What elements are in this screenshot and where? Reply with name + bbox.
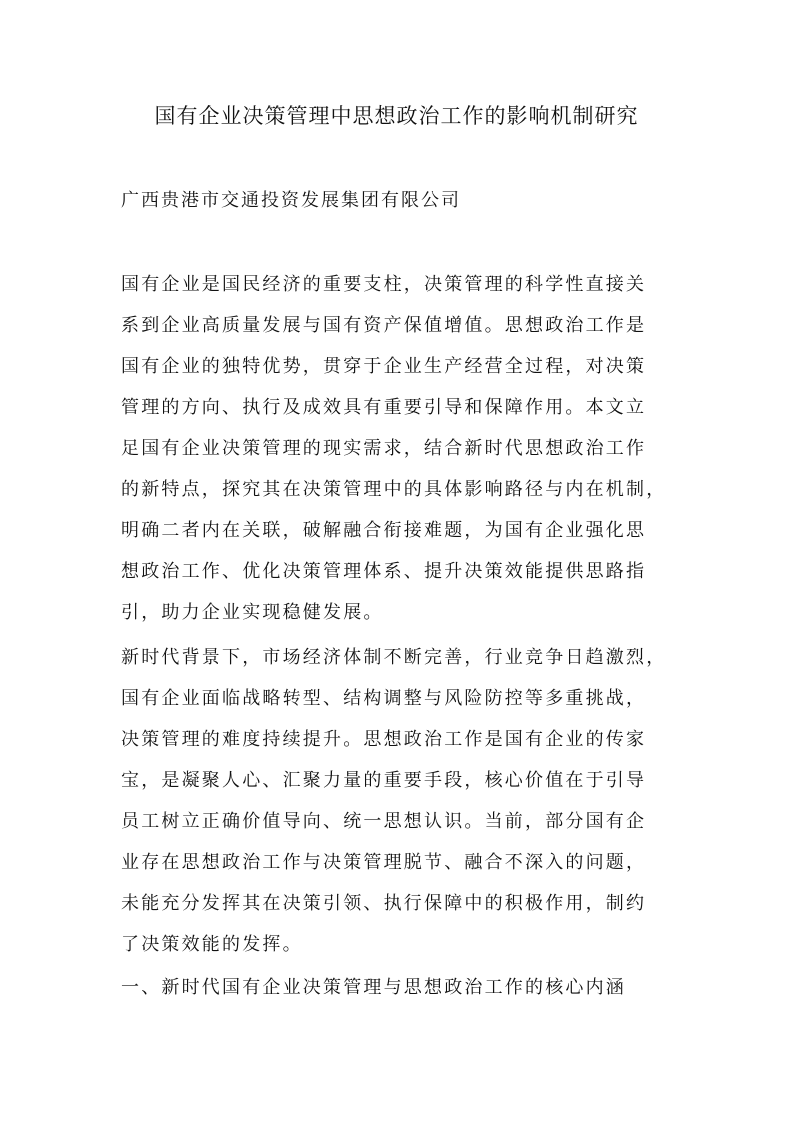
body-line: 想政治工作、优化决策管理体系、提升决策效能提供思路指 — [121, 561, 647, 582]
body-line: 未能充分发挥其在决策引领、执行保障中的积极作用，制约 — [121, 893, 647, 914]
author-affiliation: 广西贵港市交通投资发展集团有限公司 — [121, 190, 461, 211]
body-line: 足国有企业决策管理的现实需求，结合新时代思想政治工作 — [121, 438, 647, 459]
body-line: 宝，是凝聚人心、汇聚力量的重要手段，核心价值在于引导 — [121, 770, 647, 791]
body-line: 国有企业面临战略转型、结构调整与风险防控等多重挑战， — [121, 688, 647, 709]
body-line: 业存在思想政治工作与决策管理脱节、融合不深入的问题， — [121, 852, 647, 873]
body-line: 国有企业的独特优势，贯穿于企业生产经营全过程，对决策 — [121, 356, 647, 377]
body-line: 系到企业高质量发展与国有资产保值增值。思想政治工作是 — [121, 315, 647, 336]
document-title: 国有企业决策管理中思想政治工作的影响机制研究 — [154, 104, 639, 128]
body-line: 的新特点，探究其在决策管理中的具体影响路径与内在机制， — [121, 479, 667, 500]
body-line: 了决策效能的发挥。 — [121, 934, 303, 955]
body-line: 决策管理的难度持续提升。思想政治工作是国有企业的传家 — [121, 729, 647, 750]
body-line: 引，助力企业实现稳健发展。 — [121, 602, 384, 623]
body-line: 员工树立正确价值导向、统一思想认识。当前，部分国有企 — [121, 811, 647, 832]
body-line: 明确二者内在关联，破解融合衔接难题，为国有企业强化思 — [121, 520, 647, 541]
body-line: 国有企业是国民经济的重要支柱，决策管理的科学性直接关 — [121, 274, 647, 295]
body-line: 新时代背景下，市场经济体制不断完善，行业竞争日趋激烈， — [121, 647, 667, 668]
section-heading: 一、新时代国有企业决策管理与思想政治工作的核心内涵 — [121, 977, 626, 998]
body-line: 管理的方向、执行及成效具有重要引导和保障作用。本文立 — [121, 397, 647, 418]
